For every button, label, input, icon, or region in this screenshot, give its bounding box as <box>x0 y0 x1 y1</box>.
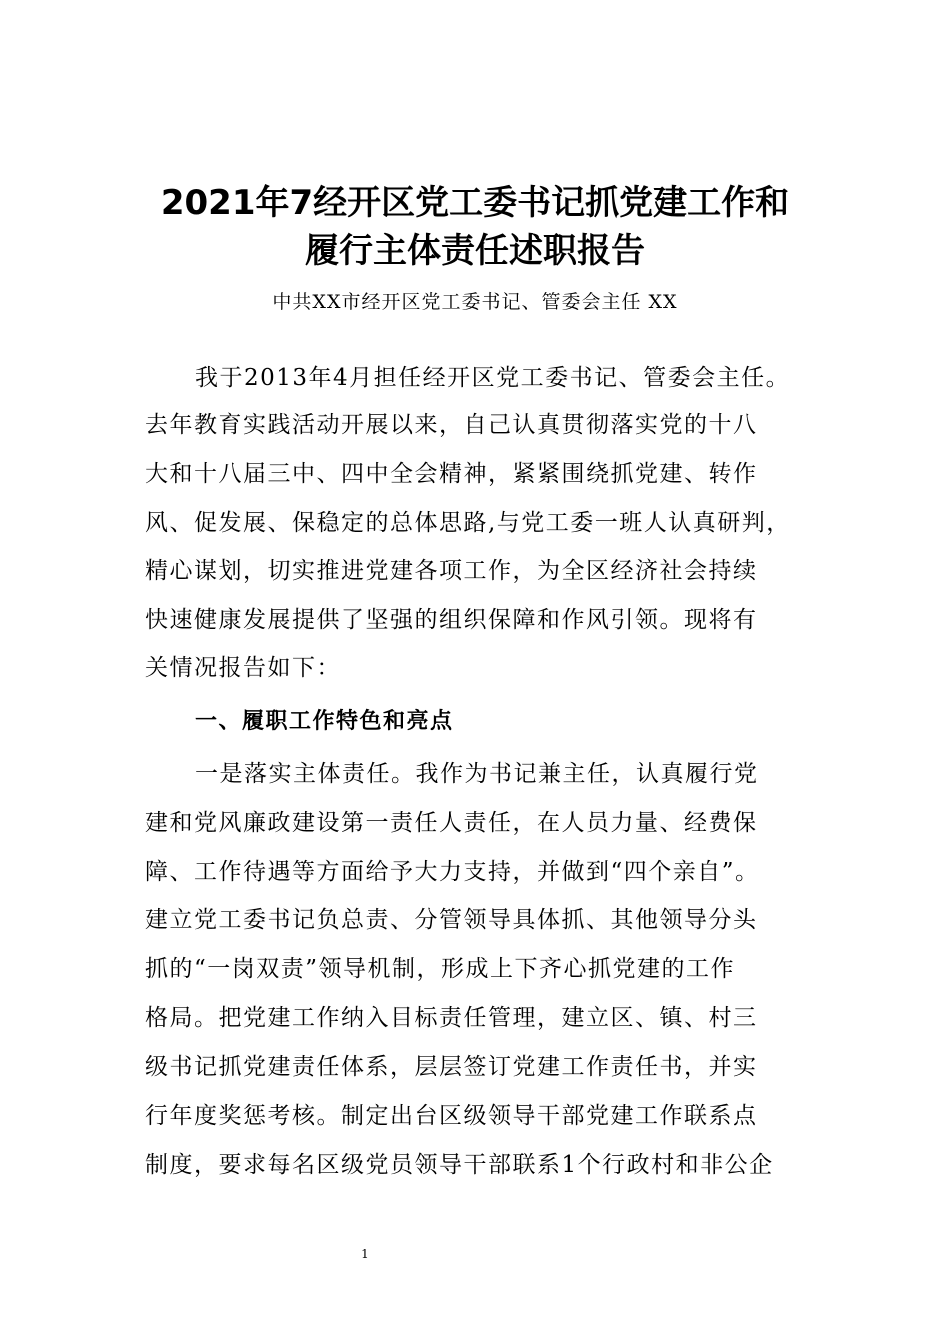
paragraph-2-line-2: 建和党风廉政建设第一责任人责任，在人员力量、经费保 <box>145 810 758 836</box>
paragraph-2-line-4: 建立党工委书记负总责、分管领导具体抓、其他领导分头 <box>145 907 758 933</box>
document-title-line-2: 履行主体责任述职报告 <box>305 231 645 271</box>
paragraph-1-line-3: 大和十八届三中、四中全会精神，紧紧围绕抓党建、转作 <box>145 461 758 487</box>
paragraph-2-line-3: 障、工作待遇等方面给予大力支持，并做到“四个亲自”。 <box>145 859 760 885</box>
paragraph-1-line-7: 关情况报告如下： <box>145 655 341 681</box>
paragraph-2-line-8: 行年度奖惩考核。制定出台区级领导干部党建工作联系点 <box>145 1103 758 1129</box>
paragraph-1-line-1: 我于2013年4月担任经开区党工委书记、管委会主任。 <box>195 365 791 391</box>
section-heading: 一、履职工作特色和亮点 <box>195 709 454 734</box>
paragraph-2-line-7: 级书记抓党建责任体系，层层签订党建工作责任书，并实 <box>145 1054 758 1080</box>
paragraph-1-line-6: 快速健康发展提供了坚强的组织保障和作风引领。现将有 <box>145 607 758 633</box>
paragraph-2-line-6: 格局。把党建工作纳入目标责任管理，建立区、镇、村三 <box>145 1005 758 1031</box>
document-title-line-1: 2021年7经开区党工委书记抓党建工作和 <box>160 183 790 223</box>
paragraph-2-line-9: 制度，要求每名区级党员领导干部联系1个行政村和非公企 <box>145 1152 774 1178</box>
paragraph-1-line-4: 风、促发展、保稳定的总体思路,与党工委一班人认真研判， <box>145 510 791 536</box>
document-subtitle: 中共XX市经开区党工委书记、管委会主任 XX <box>272 291 678 313</box>
paragraph-2-line-5: 抓的“一岗双责”领导机制，形成上下齐心抓党建的工作 <box>145 956 736 982</box>
paragraph-2-line-1: 一是落实主体责任。我作为书记兼主任，认真履行党 <box>195 761 759 787</box>
paragraph-1-line-2: 去年教育实践活动开展以来，自己认真贯彻落实党的十八 <box>145 412 758 438</box>
page-number: 1 <box>361 1247 369 1261</box>
paragraph-1-line-5: 精心谋划，切实推进党建各项工作，为全区经济社会持续 <box>145 558 758 584</box>
